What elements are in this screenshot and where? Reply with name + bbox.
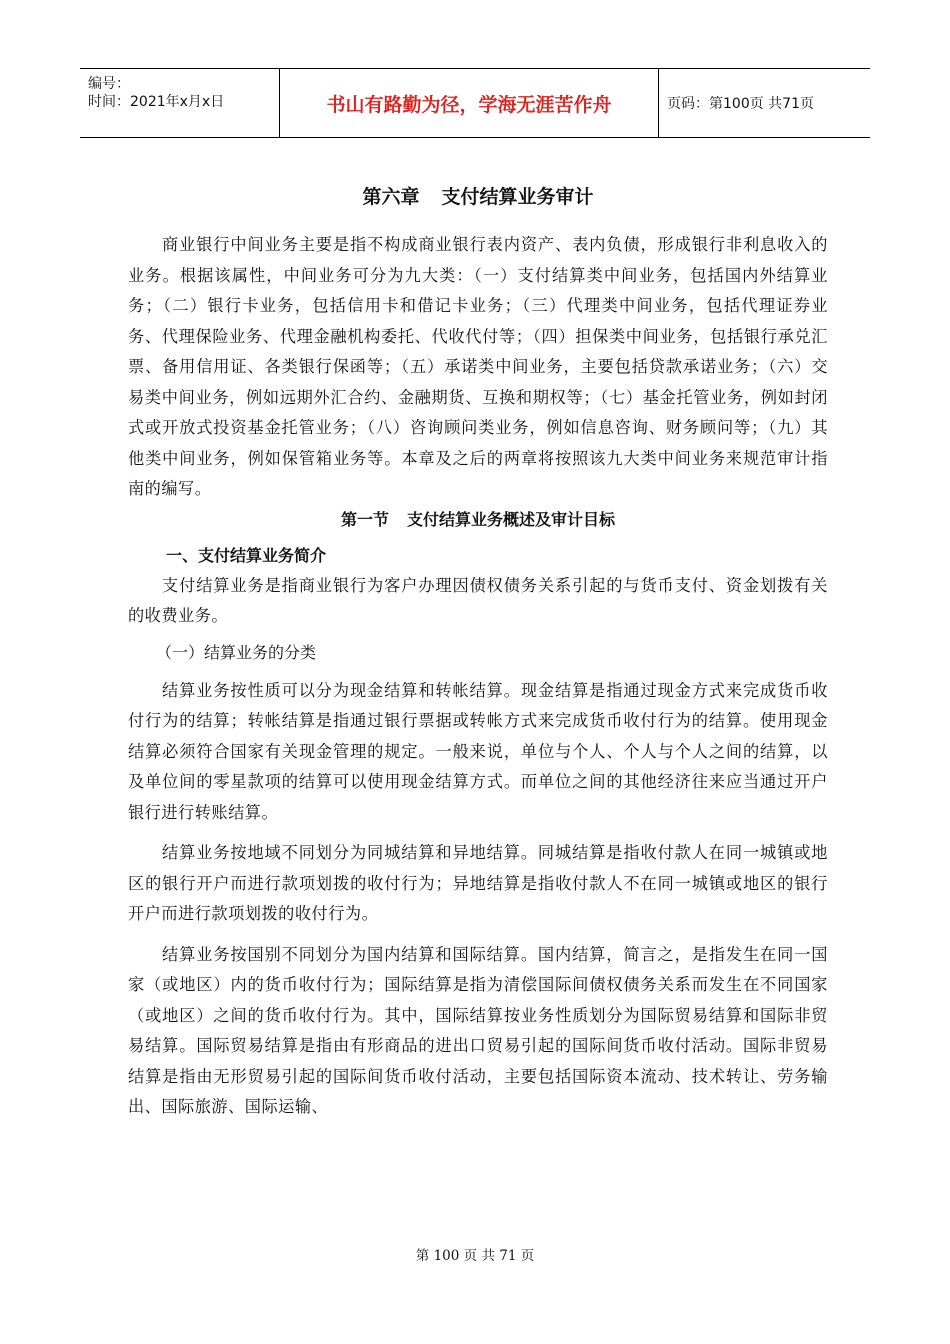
document-body bbox=[128, 180, 828, 1123]
body-paragraph: 结算业务按性质可以分为现金结算和转帐结算。现金结算是指通过现金方式来完成货币收付行为的结算；转帐结算是指通过银行票据或转帐方式来完成货币收付行为的结算。使用现金结算必须符合国家有关现金管理的规定。一般来说，单位与个人、个人与个人之间的结算，以及单位间的零星款项的结算可以使用现金结算方式。而单位之间的其他经济往来应当通过开户银行进行转账结算。 bbox=[128, 680, 828, 822]
body-paragraph: 结算业务按国别不同划分为国内结算和国际结算。国内结算，简言之，是指发生在同一国家（或地区）内的货币收付行为；国际结算是指为清偿国际间债权债务关系而发生在不同国家（或地区）之间的货币收付行为。其中，国际结算按业务性质划分为国际贸易结算和国际非贸易结算。国际贸易结算是指由有形商品的进出口贸易引起的国际间货币收付活动。国际非贸易结算是指由无形贸易引起的国际间货币收付活动，主要包括国际资本流动、技术转让、劳务输出、国际旅游、国际运输、 bbox=[128, 944, 828, 1116]
header-page-info: 页码：第100页 共71页 bbox=[667, 96, 814, 112]
subheading: 一、支付结算业务简介 bbox=[166, 545, 327, 565]
section-title bbox=[128, 505, 828, 535]
chapter-title bbox=[128, 180, 828, 214]
chapter-number: 第六章 bbox=[362, 186, 420, 208]
intro-paragraph: 商业银行中间业务主要是指不构成商业银行表内资产、表内负债，形成银行非利息收入的业务。根据该属性，中间业务可分为九大类：（一）支付结算类中间业务，包括国内外结算业务；（二）银行卡业务，包括信用卡和借记卡业务；（三）代理类中间业务，包括代理证券业务、代理保险业务、代理金融机构委托、代收代付等；（四）担保类中间业务，包括银行承兑汇票、备用信用证、各类银行保函等；（五）承诺类中间业务，主要包括贷款承诺业务；（六）交易类中间业务，例如远期外汇合约、金融期货、互换和期权等；（七）基金托管业务，例如封闭式或开放式投资基金托管业务；（八）咨询顾问类业务，例如信息咨询、财务顾问等；（九）其他类中间业务，例如保管箱业务等。本章及之后的两章将按照该九大类中间业务来规范审计指南的编写。 bbox=[128, 235, 828, 498]
body-paragraph: 结算业务按地域不同划分为同城结算和异地结算。同城结算是指收付款人在同一城镇或地区的银行开户而进行款项划拨的收付行为；异地结算是指收付款人不在同一城镇或地区的银行开户而进行款项划拨的收付行为。 bbox=[128, 843, 828, 923]
number-label: 编号： bbox=[88, 76, 130, 92]
header-motto: 书山有路勤为径，学海无涯苦作舟 bbox=[280, 69, 659, 137]
section-number: 第一节 bbox=[340, 509, 389, 529]
item-heading: （一）结算业务的分类 bbox=[156, 642, 317, 662]
header-meta bbox=[80, 69, 280, 137]
section-name: 支付结算业务概述及审计目标 bbox=[407, 509, 616, 529]
page-header bbox=[80, 68, 870, 138]
chapter-name: 支付结算业务审计 bbox=[441, 186, 594, 208]
page-footer: 第 100 页 共 71 页 bbox=[415, 1248, 535, 1264]
definition-paragraph: 支付结算业务是指商业银行为客户办理因债权债务关系引起的与货币支付、资金划拨有关的收费业务。 bbox=[128, 575, 828, 625]
time-label: 时间：2021年x月x日 bbox=[88, 94, 225, 110]
